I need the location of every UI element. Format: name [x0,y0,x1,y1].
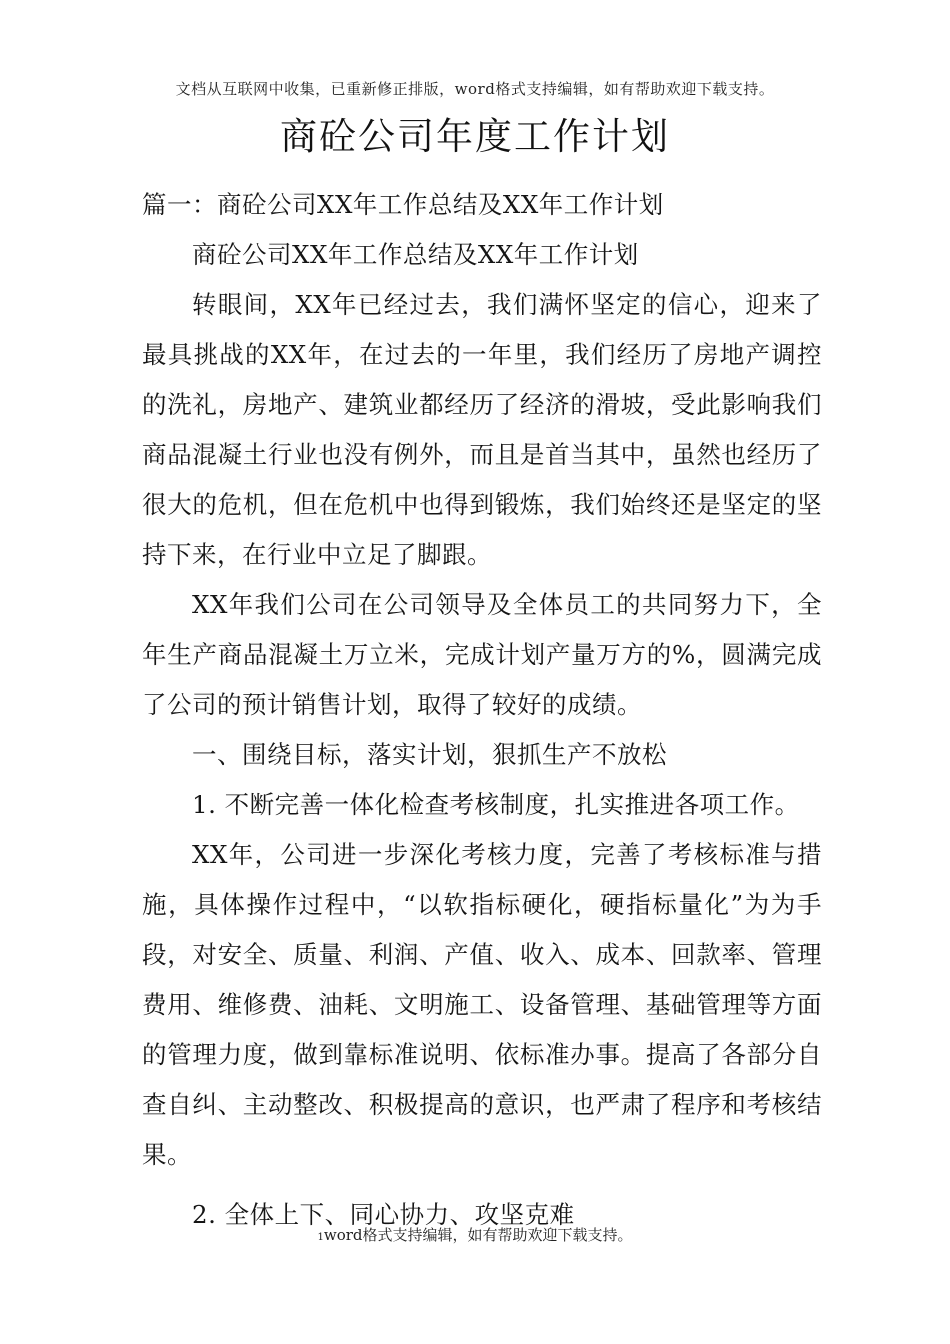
section-heading: 篇一：商砼公司XX年工作总结及XX年工作计划 [142,190,664,219]
body-paragraph: XX年我们公司在公司领导及全体员工的共同努力下，全年生产商品混凝土万立米，完成计划产量万方的%，圆满完成了公司的预计销售计划，取得了较好的成绩。 [142,590,822,719]
document-body [142,180,822,1240]
header-note: 文档从互联网中收集，已重新修正排版，word格式支持编辑，如有帮助欢迎下载支持。 [175,80,775,98]
footer [0,1224,950,1245]
body-paragraph: 转眼间，XX年已经过去，我们满怀坚定的信心，迎来了最具挑战的XX年，在过去的一年里，我们经历了房地产调控的洗礼，房地产、建筑业都经历了经济的滑坡，受此影响我们商品混凝土行业也没有例外，而且是首当其中，虽然也经历了很大的危机，但在危机中也得到锻炼，我们始终还是坚定的坚持下来，在行业中立足了脚跟。 [142,290,822,569]
document-title: 商砼公司年度工作计划 [280,115,670,158]
subtitle-paragraph: 商砼公司XX年工作总结及XX年工作计划 [192,240,639,269]
body-paragraph: XX年，公司进一步深化考核力度，完善了考核标准与措施，具体操作过程中，“以软指标硬化，硬指标量化”为为手段，对安全、质量、利润、产值、收入、成本、回款率、管理费用、维修费、油耗、文明施工、设备管理、基础管理等方面的管理力度，做到靠标准说明、依标准办事。提高了各部分自查自纠、主动整改、积极提高的意识，也严肃了程序和考核结果。 [142,840,822,1169]
page-number: 1 [317,1232,324,1243]
footer-note: word格式支持编辑，如有帮助欢迎下载支持。 [323,1226,633,1244]
numbered-item: 1. 不断完善一体化检查考核制度，扎实推进各项工作。 [192,790,800,819]
subsection-heading: 一、围绕目标，落实计划，狠抓生产不放松 [192,740,667,769]
numbered-item: 2. 全体上下、同心协力、攻坚克难 [192,1200,575,1229]
